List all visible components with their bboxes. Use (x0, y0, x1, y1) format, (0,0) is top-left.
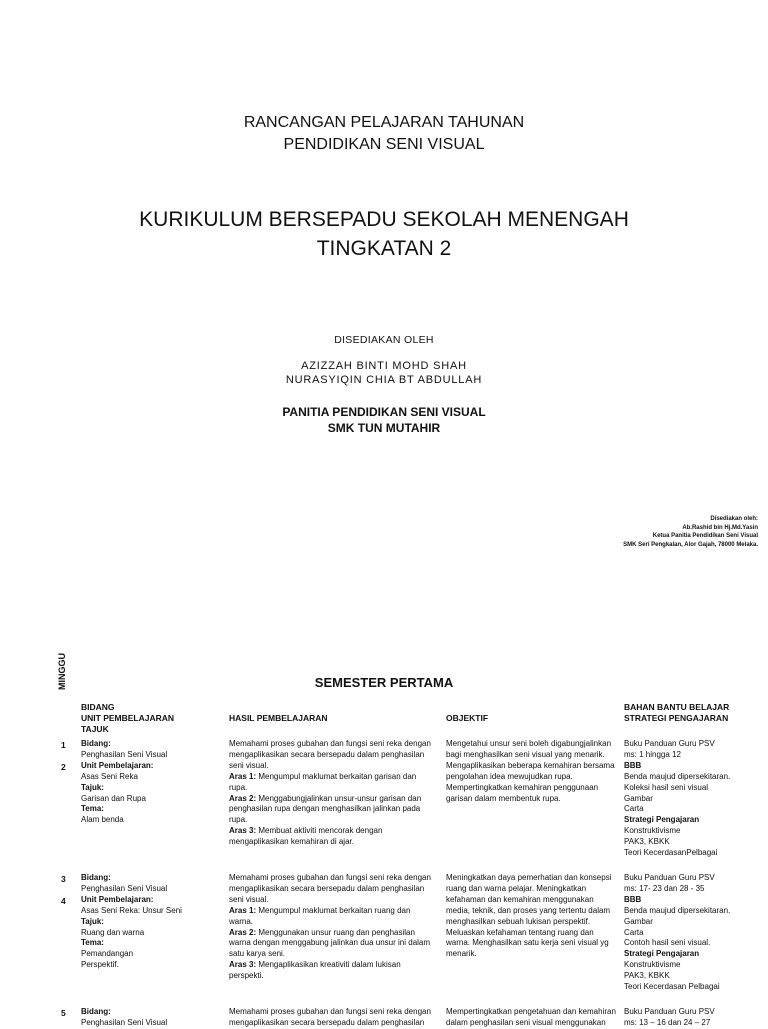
prepared-note-line: SMK Seri Pengkalan, Alor Gajah, 78000 Melaka. (623, 541, 758, 548)
column-header-objektif: OBJEKTIF (446, 713, 489, 723)
bahan-line: ms: 17- 23 dan 28 - 35 (624, 883, 705, 893)
header-line: BIDANG (81, 702, 115, 712)
aras-3: Aras 3: Membuat aktiviti mencorak dengan mengaplikasikan kemahiran di ajar. (229, 826, 383, 847)
header-line: STRATEGI PENGAJARAN (624, 713, 729, 723)
bidang-cell (81, 1007, 221, 1029)
tema-value: Pemandangan (81, 949, 134, 959)
bidang-cell (81, 739, 221, 826)
bidang-label: Bidang: (81, 873, 111, 882)
strategi-item: Konstruktivisme (624, 826, 681, 836)
tema-value: Alam benda (81, 815, 124, 825)
bidang-label: Bidang: (81, 1007, 111, 1016)
strategi-item: Teori KecerdasanPelbagai (624, 848, 718, 858)
bbb-item: Gambar (624, 916, 653, 926)
strategi-item: PAK3, KBKK (624, 837, 670, 847)
column-header-bidang (81, 702, 174, 735)
bahan-line: Buku Panduan Guru PSV (624, 1007, 715, 1016)
author-name-2: NURASYIQIN CHIA BT ABDULLAH (285, 374, 483, 386)
bahan-line: Buku Panduan Guru PSV (624, 739, 715, 748)
tajuk-label: Tajuk: (81, 916, 104, 926)
prepared-note-line: Ketua Panitia Pendidikan Seni Visual (652, 533, 758, 540)
doc-title-line4: TINGKATAN 2 (316, 237, 452, 260)
bbb-item: Gambar (624, 793, 653, 803)
bbb-label: BBB (624, 760, 642, 770)
week-number: 4 (61, 896, 66, 906)
tema-label: Tema: (81, 938, 104, 948)
bbb-item: Koleksi hasil seni visual (624, 782, 709, 792)
doc-title-line2: PENDIDIKAN SENI VISUAL (283, 136, 485, 153)
header-line: BAHAN BANTU BELAJAR (624, 702, 730, 712)
tema-value: Perspektif. (81, 960, 119, 970)
aras-1: Aras 1: Mengumpul maklumat berkaitan ruang dan warna. (229, 905, 411, 926)
prepared-note-line: Disediakan oleh: (710, 516, 758, 522)
header-line: TAJUK (81, 724, 109, 734)
strategi-label: Strategi Pengajaran (624, 815, 700, 825)
week-number: 1 (61, 740, 66, 750)
bahan-cell (624, 1007, 764, 1029)
bidang-label: Bidang: (81, 739, 111, 748)
hasil-cell (229, 739, 435, 848)
prepared-note-line: Ab.Rashid bin Hj.Md.Yasin (682, 524, 758, 531)
unit-value: Asas Seni Reka (81, 771, 138, 781)
header-line: UNIT PEMBELAJARAN (81, 713, 175, 723)
hasil-intro: Memahami proses gubahan dan fungsi seni reka dengan mengaplikasikan secara bersepadu dalam penghasilan seni visual. (229, 873, 431, 904)
bahan-cell (624, 873, 764, 993)
committee-name: PANITIA PENDIDIKAN SENI VISUAL (282, 405, 486, 419)
strategi-item: Konstruktivisme (624, 960, 681, 970)
strategi-item: Teori Kecerdasan Pelbagai (624, 982, 720, 992)
bbb-item: Contoh hasil seni visual. (624, 938, 711, 948)
column-header-hasil: HASIL PEMBELAJARAN (229, 713, 328, 723)
unit-label: Unit Pembelajaran: (81, 894, 154, 904)
aras-1: Aras 1: Mengumpul maklumat berkaitan garisan dan rupa. (229, 771, 417, 792)
strategi-label: Strategi Pengajaran (624, 949, 700, 959)
objektif-cell: Meningkatkan daya pemerhatian dan konsepsi ruang dan warna pelajar. Meningkatkan kefahaman dan kemahiran menggunakan media, teknik, dan proses yang tertentu dalam menghasilkan sebuah lukisan perspektif. Meluaskan kefahaman tentang ruang dan warna. Menghasilkan satu kerja seni visual yg menarik. (446, 873, 612, 959)
aras-2: Aras 2: Menggabungjalinkan unsur-unsur garisan dan penghasilan rupa dengan menghasilkan jalinkan pada rupa. (229, 793, 422, 825)
bidang-value: Penghasilan Seni Visual (81, 1017, 168, 1027)
strategi-item: PAK3, KBKK (624, 971, 670, 981)
school-name: SMK TUN MUTAHIR (327, 421, 441, 435)
unit-value: Asas Seni Reka: Unsur Seni (81, 905, 182, 915)
bahan-line: Buku Panduan Guru PSV (624, 873, 715, 882)
column-header-bahan (624, 702, 729, 724)
aras-2: Aras 2: Menggunakan unsur ruang dan penghasilan warna dengan menggabung jalinkan dua unsur ini dalam satu karya seni. (229, 927, 431, 959)
hasil-cell (229, 873, 435, 982)
prepared-label: DISEDIAKAN OLEH (334, 334, 434, 346)
week-number: 2 (61, 762, 66, 772)
bidang-cell (81, 873, 221, 971)
bidang-value: Penghasilan Seni Visual (81, 749, 168, 759)
week-number: 5 (61, 1008, 66, 1018)
bbb-item: Carta (624, 804, 644, 814)
week-number: 3 (61, 874, 66, 884)
hasil-cell: Memahami proses gubahan dan fungsi seni reka dengan mengaplikasikan secara bersepadu dalam penghasilan (229, 1007, 431, 1027)
objektif-cell: Mengetahui unsur seni boleh digabungjalinkan bagi menghasilkan seni visual yang menarik. Mengaplikasikan beberapa kemahiran bersama pengolahan idea mewujudkan rupa. Mempertingkatkan kemahiran penggunaan garisan dalam membentuk rupa. (446, 739, 615, 803)
bbb-label: BBB (624, 894, 642, 904)
objektif-cell: Mempertingkatkan pengetahuan dan kemahiran dalam penghasilan seni visual menggunakan (446, 1007, 616, 1027)
aras-3: Aras 3: Mengaplikasikan kreativiti dalam lukisan perspekti. (229, 960, 401, 981)
unit-label: Unit Pembelajaran: (81, 760, 154, 770)
tajuk-value: Ruang dan warna (81, 927, 145, 937)
bbb-item: Carta (624, 927, 644, 937)
author-name-1: AZIZZAH BINTI MOHD SHAH (301, 360, 467, 372)
bbb-item: Benda maujud dipersekitaran. (624, 771, 731, 781)
bahan-cell (624, 739, 764, 859)
column-header-minggu: MINGGU (57, 653, 67, 690)
doc-title-line3: KURIKULUM BERSEPADU SEKOLAH MENENGAH (139, 208, 629, 231)
tajuk-label: Tajuk: (81, 782, 104, 792)
bahan-line: ms: 13 – 16 dan 24 – 27 (624, 1017, 711, 1027)
semester-heading: SEMESTER PERTAMA (314, 675, 454, 690)
bbb-item: Benda maujud dipersekitaran. (624, 905, 731, 915)
tema-label: Tema: (81, 804, 104, 814)
bahan-line: ms: 1 hingga 12 (624, 749, 681, 759)
tajuk-value: Garisan dan Rupa (81, 793, 146, 803)
prepared-note (458, 515, 758, 549)
bidang-value: Penghasilan Seni Visual (81, 883, 168, 893)
hasil-intro: Memahami proses gubahan dan fungsi seni reka dengan mengaplikasikan secara bersepadu dalam penghasilan seni visual. (229, 739, 431, 770)
doc-title-line1: RANCANGAN PELAJARAN TAHUNAN (243, 114, 525, 131)
